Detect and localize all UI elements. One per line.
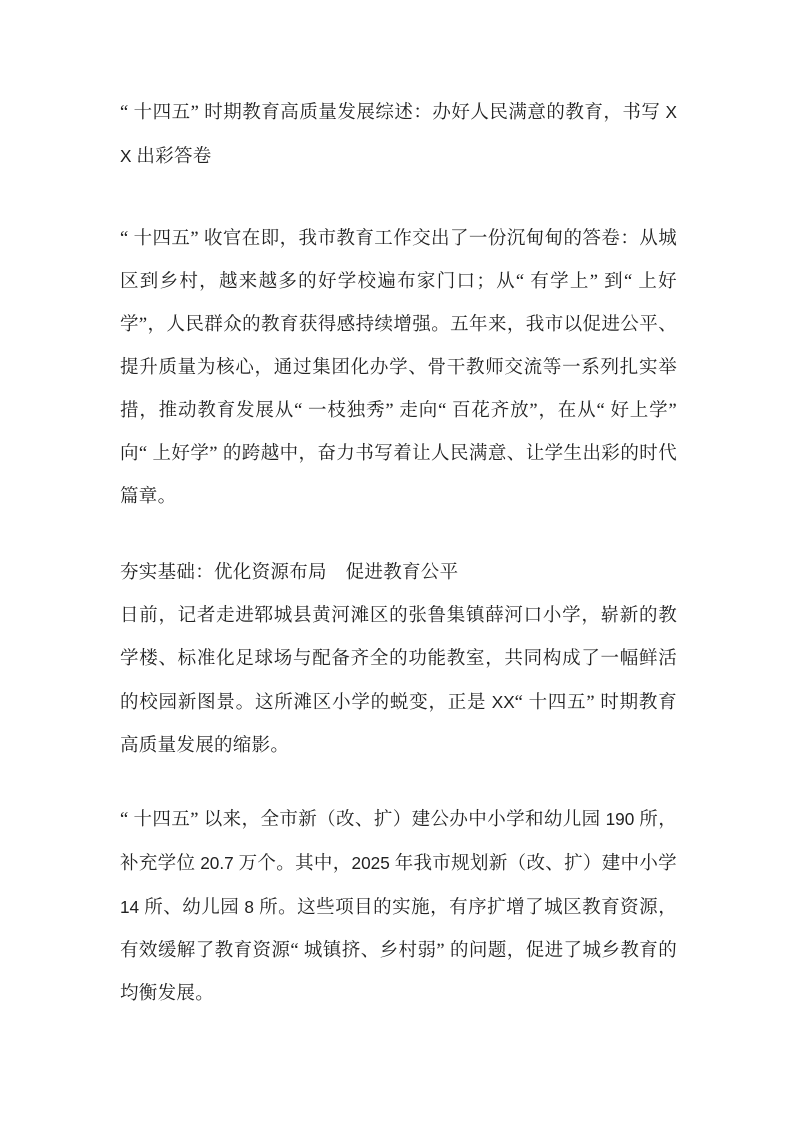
section-heading: 夯实基础：优化资源布局 促进教育公平: [120, 563, 459, 583]
paragraph-school-example: 日前，记者走进郓城县黄河滩区的张鲁集镇薛河口小学，崭新的教学楼、标准化足球场与配备齐全的功能教室，共同构成了一幅鲜活的校园新图景。这所滩区小学的蜕变，正是 XX“ 十四五” 时期教育高质量发展的缩影。: [120, 606, 677, 756]
document-title: “ 十四五” 时期教育高质量发展综述：办好人民满意的教育，书写 XX 出彩答卷: [120, 102, 677, 167]
paragraph-overview: “ 十四五” 收官在即，我市教育工作交出了一份沉甸甸的答卷：从城区到乡村，越来越多的好学校遍布家门口；从“ 有学上” 到“ 上好学”，人民群众的教育获得感持续增强。五年来，我市以促进公平、提升质量为核心，通过集团化办学、骨干教师交流等一系列扎实举措，推动教育发展从“ 一枝独秀” 走向“ 百花齐放”，在从“ 好上学” 向“ 上好学” 的跨越中，奋力书写着让人民满意、让学生出彩的时代篇章。: [120, 229, 677, 507]
paragraph-statistics: “ 十四五” 以来，全市新（改、扩）建公办中小学和幼儿园 190 所，补充学位 20.7 万个。其中，2025 年我市规划新（改、扩）建中小学 14 所、幼儿园 8 所。这些项目的实施，有序扩增了城区教育资源，有效缓解了教育资源“ 城镇挤、乡村弱” 的问题，促进了城乡教育的均衡发展。: [120, 809, 677, 1004]
